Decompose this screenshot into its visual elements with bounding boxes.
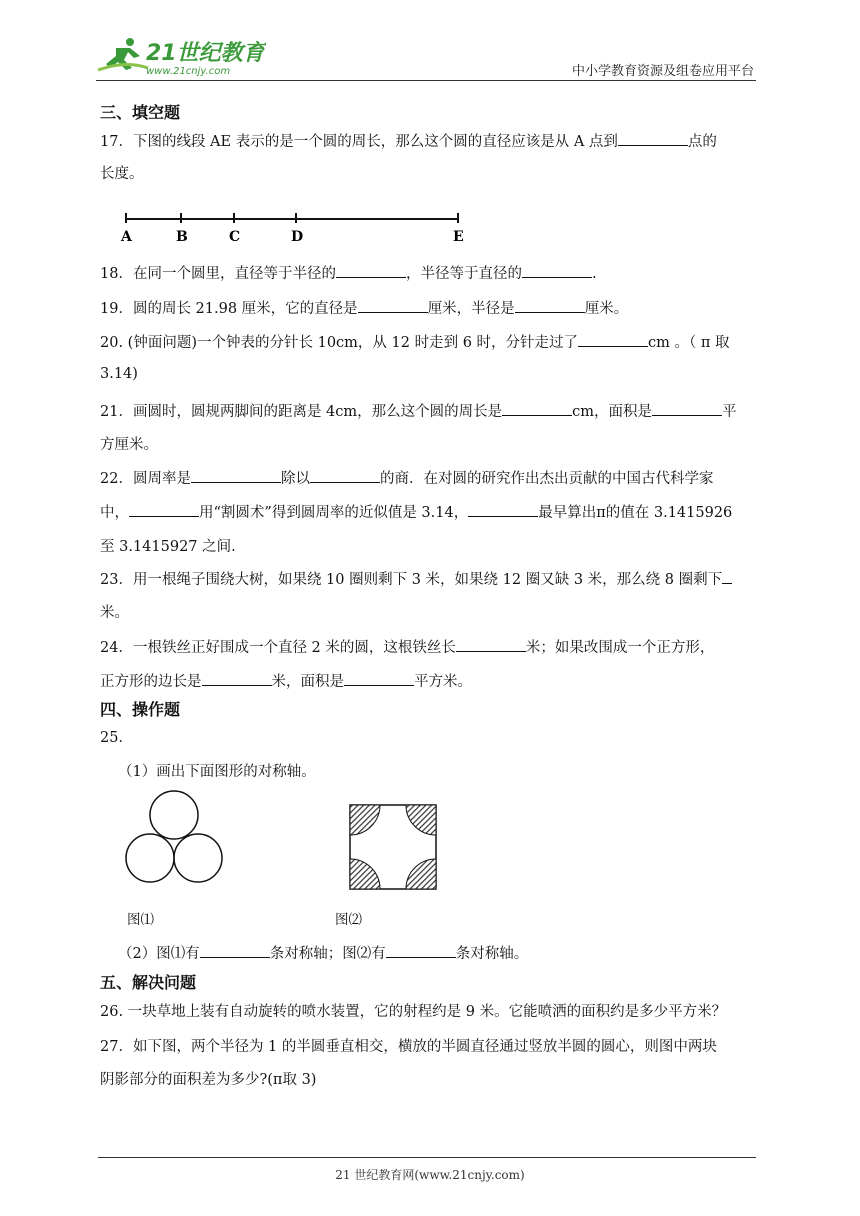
question-22-cont2: 至 3.1415927 之间. <box>100 539 236 555</box>
svg-text:B: B <box>176 229 188 245</box>
question-24-cont: 正方形的边长是 米，面积是 平方米。 <box>100 670 760 691</box>
header-divider <box>96 80 756 81</box>
answer-blank[interactable] <box>515 298 585 313</box>
question-17: 17．下图的线段 AE 表示的是一个圆的周长，那么这个圆的直径应该是从 A 点到 点的 <box>100 130 760 151</box>
question-19: 19．圆的周长 21.98 厘米，它的直径是 厘米，半径是 厘米。 <box>100 297 760 318</box>
answer-blank[interactable] <box>358 298 428 313</box>
square-quarter-circles-figure <box>348 803 438 893</box>
answer-blank[interactable] <box>502 401 572 416</box>
figure-1-caption: 图⑴ <box>127 912 154 928</box>
question-22: 22．圆周率是 除以 的商．在对圆的研究作出杰出贡献的中国古代科学家 <box>100 467 760 488</box>
section-title-operation: 四、操作题 <box>100 700 181 719</box>
three-circles-figure <box>122 790 226 886</box>
question-20: 20. (钟面问题)一个钟表的分针长 10cm，从 12 时走到 6 时，分针走过了 cm 。（ π 取 <box>100 331 760 352</box>
page-header <box>96 34 756 80</box>
answer-blank[interactable] <box>618 131 688 146</box>
answer-blank[interactable] <box>468 502 538 517</box>
svg-text:A: A <box>121 229 132 245</box>
answer-blank[interactable] <box>578 332 648 347</box>
answer-blank[interactable] <box>722 569 732 584</box>
section-title-problems: 五、解决问题 <box>100 973 197 992</box>
svg-text:D: D <box>291 229 304 245</box>
figure-2-caption: 图⑵ <box>335 912 362 928</box>
answer-blank[interactable] <box>310 468 380 483</box>
question-23-cont: 米。 <box>100 605 129 621</box>
question-23: 23．用一根绳子围绕大树，如果绕 10 圈则剩下 3 米，如果绕 12 圈又缺 3 米，那么绕 8 圈剩下 <box>100 568 760 589</box>
answer-blank[interactable] <box>456 637 526 652</box>
question-24: 24．一根铁丝正好围成一个直径 2 米的圆，这根铁丝长 米；如果改围成一个正方形， <box>100 636 760 657</box>
footer-divider <box>98 1157 756 1158</box>
svg-text:21世纪教育: 21世纪教育 <box>146 41 265 66</box>
section-title-fill-in: 三、填空题 <box>100 103 181 122</box>
answer-blank[interactable] <box>344 671 414 686</box>
question-21-cont: 方厘米。 <box>100 437 158 453</box>
page-footer: 21 世纪教育网(www.21cnjy.com) <box>335 1168 525 1182</box>
question-22-cont: 中， 用“割圆术”得到圆周率的近似值是 3.14， 最早算出π的值在 3.1415926 <box>100 501 760 522</box>
question-27: 27．如下图，两个半径为 1 的半圆垂直相交，横放的半圆直径通过竖放半圆的圆心，则图中两块 <box>100 1039 717 1055</box>
logo <box>96 34 266 78</box>
answer-blank[interactable] <box>129 502 199 517</box>
question-21: 21．画圆时，圆规两脚间的距离是 4cm，那么这个圆的周长是 cm，面积是 平 <box>100 400 760 421</box>
answer-blank[interactable] <box>202 671 272 686</box>
answer-blank[interactable] <box>652 401 722 416</box>
question-25-part2: （2）图⑴有 条对称轴；图⑵有 条对称轴。 <box>118 942 778 963</box>
svg-text:www.21cnjy.com: www.21cnjy.com <box>146 66 231 77</box>
answer-blank[interactable] <box>336 263 406 278</box>
question-20-cont: 3.14) <box>100 366 138 382</box>
header-platform-text: 中小学教育资源及组卷应用平台 <box>571 64 754 79</box>
answer-blank[interactable] <box>200 943 270 958</box>
answer-blank[interactable] <box>191 468 281 483</box>
segment-ae-figure <box>116 205 466 245</box>
question-18: 18．在同一个圆里，直径等于半径的 ，半径等于直径的 . <box>100 262 760 283</box>
answer-blank[interactable] <box>522 263 592 278</box>
answer-blank[interactable] <box>386 943 456 958</box>
question-26: 26. 一块草地上装有自动旋转的喷水装置，它的射程约是 9 米。它能喷洒的面积约是多少平方米？ <box>100 1004 727 1020</box>
svg-text:E: E <box>453 229 464 245</box>
svg-text:C: C <box>229 229 241 245</box>
question-17-cont: 长度。 <box>100 166 144 182</box>
runner-icon <box>98 38 148 70</box>
question-25: 25． <box>100 730 133 746</box>
question-25-part1: （1）画出下面图形的对称轴。 <box>118 764 316 780</box>
question-27-cont: 阴影部分的面积差为多少?(π取 3) <box>100 1072 317 1088</box>
